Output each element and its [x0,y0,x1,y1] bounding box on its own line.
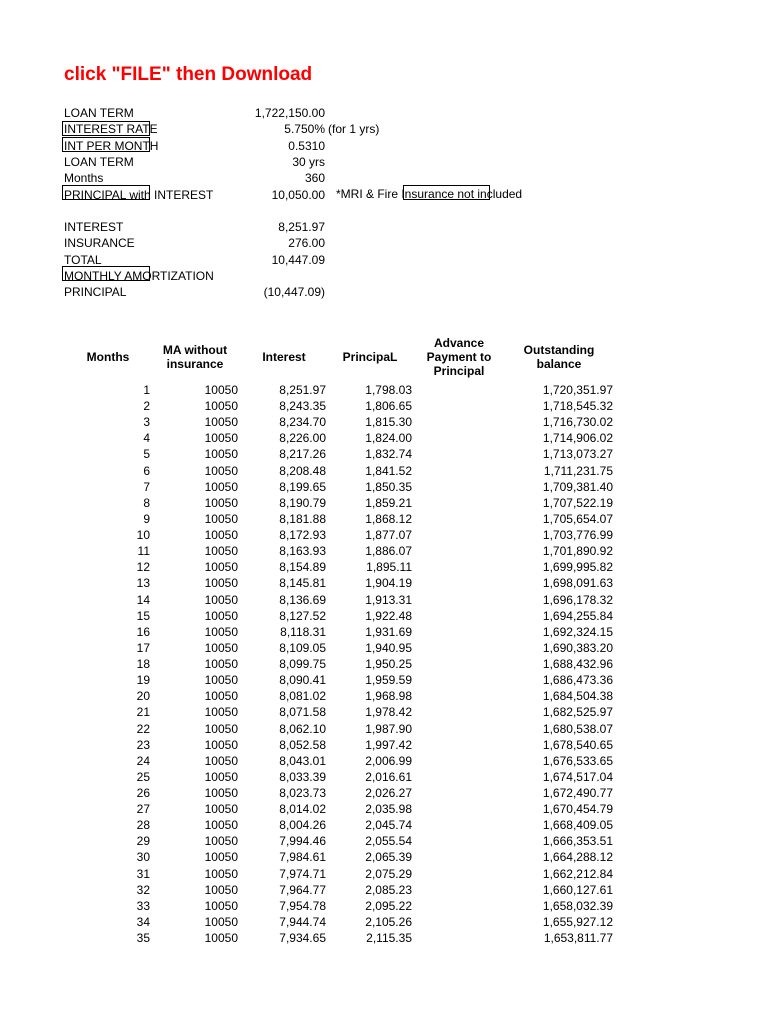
table-cell: 1,922.48 [365,608,412,623]
table-cell: 1,720,351.97 [542,383,613,397]
table-cell: 10050 [204,769,238,784]
table-cell: 10050 [204,399,238,414]
table-cell: 8,090.41 [279,673,326,688]
table-cell: 1 [143,383,150,397]
table-cell: 3 [143,415,150,430]
table-cell: 1,950.25 [365,657,412,672]
table-cell: 7 [143,479,150,494]
table-cell: 1,707,522.19 [542,495,613,510]
table-cell: 1,978.42 [365,705,412,720]
table-cell: 8,136.69 [279,592,326,607]
summary-value: 10,050.00 [271,187,325,202]
table-cell: 2,035.98 [365,802,412,817]
table-cell: 10050 [204,640,238,655]
table-cell: 10050 [204,914,238,929]
table-cell: 1,670,454.79 [542,802,613,817]
table-cell: 10050 [204,866,238,881]
table-cell: 1,806.65 [365,399,412,414]
table-cell: 8 [143,495,150,510]
table-cell: 8,243.35 [279,399,326,414]
table-cell: 8,234.70 [279,415,326,430]
summary-label: INSURANCE [64,236,135,251]
table-cell: 1,877.07 [365,528,412,543]
table-cell: 8,023.73 [279,786,326,800]
table-cell: 9 [143,511,150,526]
table-row [0,898,768,914]
table-cell: 32 [136,882,150,897]
table-row [0,398,768,414]
summary-label: PRINCIPAL with INTEREST [64,187,214,202]
table-cell: 1,940.95 [365,640,412,655]
summary-unit: (for 1 yrs) [328,122,380,137]
table-cell: 1,668,409.05 [542,818,613,833]
table-cell: 8,033.39 [279,769,326,784]
table-row [0,817,768,833]
table-cell: 10050 [204,528,238,543]
table-row [0,527,768,543]
col-header-interest: Interest [262,350,306,364]
table-row [0,624,768,640]
table-cell: 10050 [204,689,238,704]
page-title: click "FILE" then Download [64,64,313,85]
table-cell: 10050 [204,495,238,510]
table-cell: 11 [137,544,150,559]
table-cell: 7,974.71 [279,866,326,881]
table-cell: 1,895.11 [366,560,412,575]
summary-row [0,170,768,186]
table-cell: 1,968.98 [365,689,412,704]
table-cell: 7,954.78 [279,898,326,913]
summary-value: 1,722,150.00 [254,106,325,120]
table-cell: 8,004.26 [279,818,326,833]
table-cell: 2,065.39 [365,850,412,865]
table-cell: 7,994.46 [279,834,326,849]
table-row [0,463,768,479]
table-cell: 1,686,473.36 [542,673,613,688]
summary-value: 0.5310 [288,138,325,153]
table-row [0,930,768,946]
summary-row [0,284,768,300]
table-cell: 2,026.27 [365,786,412,800]
table-cell: 4 [143,431,150,446]
table-cell: 2,095.22 [365,898,412,913]
table-row [0,737,768,753]
summary-label: LOAN TERM [64,106,134,120]
table-cell: 2,045.74 [365,818,412,833]
table-cell: 1,703,776.99 [542,528,613,543]
table-cell: 1,959.59 [365,673,412,688]
table-cell: 1,698,091.63 [542,576,613,591]
table-cell: 35 [136,931,150,946]
table-row [0,849,768,865]
table-row [0,833,768,849]
table-cell: 7,944.74 [279,914,326,929]
table-cell: 1,655,927.12 [542,914,613,929]
table-cell: 2,055.54 [365,834,412,849]
table-cell: 1,664,288.12 [542,850,613,865]
table-cell: 10050 [204,673,238,688]
table-cell: 1,690,383.20 [542,640,613,655]
table-cell: 29 [136,834,150,849]
table-cell: 1,859.21 [365,495,412,510]
table-cell: 31 [136,866,150,881]
summary-label: LOAN TERM [64,154,134,169]
insurance-note: *MRI & Fire Insurance not included [336,187,523,201]
table-cell: 1,713,073.27 [542,447,613,462]
table-cell: 10 [136,528,150,543]
table-cell: 1,716,730.02 [542,415,613,430]
table-cell: 18 [136,657,150,672]
table-cell: 1,692,324.15 [542,624,613,639]
table-cell: 6 [143,463,150,478]
table-cell: 7,984.61 [279,850,326,865]
table-cell: 1,682,525.97 [542,705,613,720]
table-cell: 1,672,490.77 [542,786,613,800]
table-cell: 10050 [204,560,238,575]
table-cell: 8,062.10 [279,721,326,736]
table-cell: 8,208.48 [279,463,326,478]
table-cell: 10050 [204,802,238,817]
table-cell: 10050 [204,608,238,623]
summary-label: MONTHLY AMORTIZATION [64,269,214,283]
table-row [0,785,768,801]
table-cell: 1,868.12 [365,511,412,526]
table-cell: 8,052.58 [279,737,326,752]
table-cell: 1,931.69 [365,624,412,639]
cell-border-int-per-month [62,137,150,152]
table-cell: 1,674,517.04 [542,769,613,784]
table-cell: 1,987.90 [365,721,412,736]
table-cell: 10050 [204,624,238,639]
summary-row [0,105,768,121]
table-cell: 8,081.02 [279,689,326,704]
table-cell: 14 [136,592,150,607]
table-cell: 1,886.07 [365,544,412,559]
table-cell: 10050 [204,737,238,752]
table-cell: 1,658,032.39 [542,898,613,913]
summary-value: (10,447.09) [263,285,325,300]
table-cell: 2,006.99 [365,753,412,768]
table-cell: 13 [136,576,150,591]
table-cell: 10050 [204,383,238,397]
table-row [0,688,768,704]
table-cell: 1,676,533.65 [542,753,613,768]
table-cell: 10050 [204,657,238,672]
table-row [0,866,768,882]
table-cell: 1,699,995.82 [542,560,613,575]
table-cell: 20 [136,689,150,704]
summary-value: 5.750% [284,122,325,137]
summary-value: 276.00 [288,236,325,251]
table-row [0,575,768,591]
table-row [0,753,768,769]
table-row [0,656,768,672]
table-cell: 1,680,538.07 [542,721,613,736]
table-cell: 30 [136,850,150,865]
table-cell: 1,709,381.40 [542,479,613,494]
table-cell: 2,016.61 [365,769,412,784]
table-row [0,511,768,527]
col-header-ma-without-insurance: MA without insurance [162,343,228,371]
table-cell: 21 [136,705,150,720]
table-row [0,914,768,930]
summary-label: INTEREST [64,220,124,235]
col-header-outstanding-balance: Outstanding balance [523,343,595,371]
table-cell: 23 [136,737,150,752]
cell-border-note [403,185,490,200]
table-cell: 8,226.00 [279,431,326,446]
table-cell: 8,099.75 [279,657,326,672]
table-row [0,882,768,898]
table-row [0,769,768,785]
table-cell: 10050 [204,447,238,462]
table-cell: 10050 [204,818,238,833]
table-cell: 5 [143,447,150,462]
table-cell: 10050 [204,931,238,946]
table-cell: 1,714,906.02 [542,431,613,446]
table-cell: 8,190.79 [279,495,326,510]
table-cell: 1,678,540.65 [542,737,613,752]
table-cell: 1,688,432.96 [542,657,613,672]
table-cell: 1,666,353.51 [542,834,613,849]
table-row [0,704,768,720]
table-cell: 10050 [204,576,238,591]
table-row [0,672,768,688]
table-cell: 1,694,255.84 [542,608,613,623]
table-row [0,479,768,495]
table-row [0,801,768,817]
table-cell: 10050 [204,415,238,430]
col-header-months: Months [86,350,130,364]
table-cell: 8,181.88 [279,511,326,526]
table-cell: 2,075.29 [365,866,412,881]
table-cell: 10050 [204,592,238,607]
table-row [0,543,768,559]
summary-label: PRINCIPAL [64,285,127,300]
table-cell: 12 [136,560,150,575]
table-cell: 1,701,890.92 [542,544,613,559]
summary-value: 10,447.09 [271,252,325,267]
table-cell: 1,696,178.32 [542,592,613,607]
table-cell: 10050 [204,753,238,768]
summary-label: INT PER MONTH [64,138,159,153]
table-row [0,721,768,737]
table-cell: 10050 [204,786,238,800]
summary-row [0,219,768,235]
table-cell: 33 [136,898,150,913]
table-cell: 10050 [204,544,238,559]
table-cell: 1,913.31 [365,592,412,607]
summary-row [0,154,768,170]
table-cell: 1,653,811.77 [543,931,613,946]
table-cell: 24 [136,753,150,768]
table-cell: 10050 [204,882,238,897]
table-cell: 16 [136,624,150,639]
table-cell: 8,217.26 [279,447,326,462]
table-row [0,592,768,608]
table-cell: 15 [136,608,150,623]
table-cell: 10050 [204,898,238,913]
table-cell: 8,014.02 [279,802,326,817]
summary-value: 30 yrs [292,154,325,169]
table-row [0,430,768,446]
table-cell: 1,824.00 [365,431,412,446]
table-cell: 27 [136,802,150,817]
col-header-advance-payment: Advance Payment to Principal [426,336,492,378]
table-cell: 2,105.26 [365,914,412,929]
table-cell: 1,718,545.32 [542,399,613,414]
table-cell: 1,660,127.61 [542,882,613,897]
table-cell: 8,127.52 [279,608,326,623]
table-cell: 1,832.74 [365,447,412,462]
table-cell: 8,118.31 [280,624,326,639]
table-cell: 1,711,231.75 [543,463,613,478]
table-cell: 34 [136,914,150,929]
table-row [0,640,768,656]
table-row [0,608,768,624]
table-cell: 1,815.30 [365,415,412,430]
table-cell: 19 [136,673,150,688]
table-cell: 1,904.19 [365,576,412,591]
table-cell: 2,085.23 [365,882,412,897]
table-row [0,559,768,575]
table-row [0,446,768,462]
table-cell: 10050 [204,834,238,849]
summary-row [0,203,768,219]
table-cell: 10050 [204,850,238,865]
table-cell: 10050 [204,721,238,736]
cell-border-interest-rate [62,121,150,136]
summary-label: Months [64,171,104,186]
table-cell: 10050 [204,511,238,526]
table-cell: 8,163.93 [279,544,326,559]
table-cell: 1,850.35 [365,479,412,494]
table-cell: 7,934.65 [279,931,326,946]
table-cell: 1,684,504.38 [542,689,613,704]
table-cell: 8,043.01 [279,753,326,768]
cell-border-principal-with-interest [62,185,150,200]
col-header-principal: PrincipaL [342,350,398,364]
table-cell: 1,841.52 [365,463,412,478]
table-cell: 2,115.35 [366,931,412,946]
table-cell: 8,145.81 [279,576,326,591]
table-cell: 7,964.77 [279,882,326,897]
table-cell: 8,199.65 [279,479,326,494]
table-cell: 8,154.89 [279,560,326,575]
summary-label: INTEREST RATE [64,122,158,137]
table-cell: 22 [136,721,150,736]
table-cell: 8,109.05 [279,640,326,655]
summary-row [0,235,768,251]
table-cell: 17 [136,640,150,655]
table-cell: 1,997.42 [365,737,412,752]
table-cell: 10050 [204,431,238,446]
table-row [0,414,768,430]
table-cell: 1,705,654.07 [542,511,613,526]
table-cell: 10050 [204,463,238,478]
table-cell: 25 [136,769,150,784]
table-cell: 2 [143,399,150,414]
table-cell: 10050 [204,479,238,494]
table-cell: 10050 [204,705,238,720]
table-cell: 28 [136,818,150,833]
table-cell: 1,798.03 [365,383,412,397]
table-cell: 1,662,212.84 [542,866,613,881]
summary-value: 8,251.97 [278,220,325,235]
table-row [0,495,768,511]
table-row [0,382,768,398]
table-cell: 8,251.97 [279,383,326,397]
table-cell: 8,071.58 [279,705,326,720]
cell-border-monthly-amortization [62,266,150,281]
table-cell: 8,172.93 [279,528,326,543]
summary-value: 360 [304,171,325,186]
summary-label: TOTAL [64,252,102,267]
table-cell: 26 [136,786,150,800]
